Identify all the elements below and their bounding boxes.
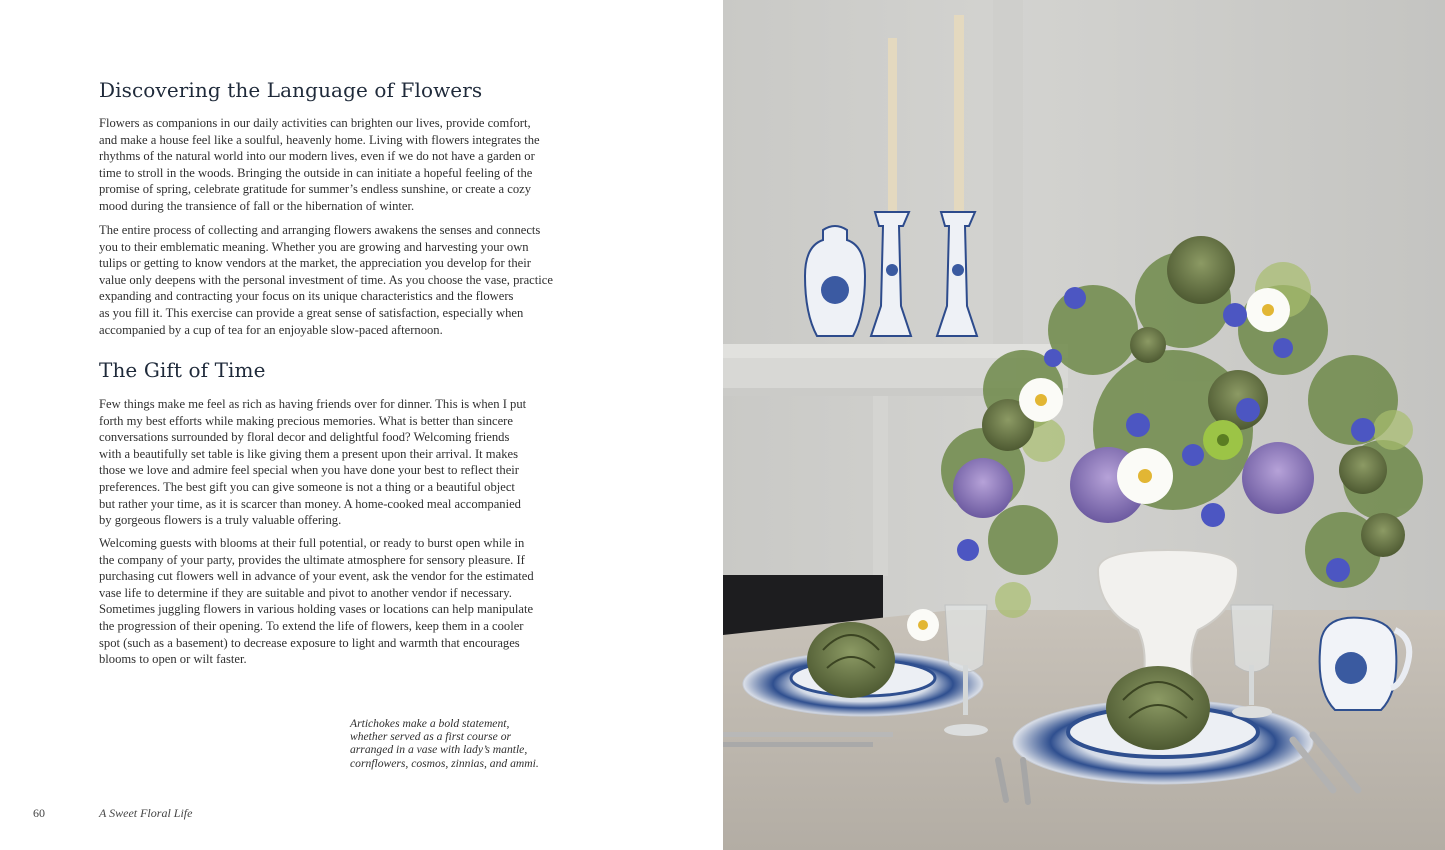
paragraph-3 <box>99 396 526 529</box>
text-line: rhythms of the natural world into our modern lives, even if we do not have a garden or <box>99 149 535 164</box>
text-line: Few things make me feel as rich as having friends over for dinner. This is when I put <box>99 397 527 411</box>
text-line: mood during the transience of fall or the hibernation of winter. <box>99 198 415 213</box>
section-heading-gift-of-time: The Gift of Time <box>99 358 266 382</box>
running-footer: A Sweet Floral Life <box>99 806 193 820</box>
text-line: Welcoming guests with blooms at their full potential, or ready to burst open while in <box>99 536 525 550</box>
text-line: spot (such as a basement) to decrease exposure to light and warmth that encourages <box>99 635 520 650</box>
section-heading-language-of-flowers: Discovering the Language of Flowers <box>99 78 483 102</box>
caption-line: whether served as a first course or <box>350 730 512 744</box>
floral-table-photo <box>723 0 1445 850</box>
text-line: with a beautifully set table is like giving them a present upon their arrival. It makes <box>99 446 518 461</box>
text-line: purchasing cut flowers well in advance of your event, ask the vendor for the estimated <box>99 569 534 584</box>
text-line: but rather your time, as it is scarcer than money. A home-cooked meal accompanied <box>99 496 521 511</box>
text-line: those we love and admire feel special when you have done your best to reflect their <box>99 463 519 478</box>
text-line: The entire process of collecting and arranging flowers awakens the senses and connects <box>99 223 541 237</box>
text-line: vase life to determine if they are suitable and pivot to another vendor if necessary. <box>99 585 512 600</box>
paragraph-1 <box>99 115 540 215</box>
text-line: you to their emblematic meaning. Whether you are growing and harvesting your own <box>99 239 529 254</box>
text-line: Flowers as companions in our daily activities can brighten our lives, provide comfort, <box>99 116 531 130</box>
text-line: expanding and contracting your focus on its unique characteristics and the flowers <box>99 289 514 304</box>
text-line: time to stroll in the woods. Bringing the outside in can initiate a hopeful feeling of the <box>99 165 533 180</box>
text-line: value only deepens with the personal investment of time. As you choose the vase, practice <box>99 272 553 287</box>
text-line: conversations surrounded by floral decor and delightful food? Welcoming friends <box>99 430 510 445</box>
page-number: 60 <box>33 806 45 820</box>
text-line: as you fill it. This exercise can provide a great sense of satisfaction, especially when <box>99 305 524 320</box>
text-line: forth my best efforts while making precious memories. What is better than sincere <box>99 413 513 428</box>
text-line: accompanied by a cup of tea for an enjoyable slow-paced afternoon. <box>99 322 443 337</box>
paragraph-2 <box>99 222 553 338</box>
photo-illustration <box>723 0 1445 850</box>
text-line: tulips or getting to know vendors at the market, the appreciation you develop for their <box>99 256 531 271</box>
caption-line: arranged in a vase with lady’s mantle, <box>350 743 528 757</box>
paragraph-4 <box>99 535 534 668</box>
caption-line: cornflowers, cosmos, zinnias, and ammi. <box>350 756 539 770</box>
text-line: promise of spring, celebrate gratitude for summer’s endless sunshine, or create a cozy <box>99 182 532 197</box>
text-line: the progression of their opening. To extend the life of flowers, keep them in a cooler <box>99 618 524 633</box>
photo-caption <box>350 717 539 770</box>
text-line: preferences. The best gift you can give someone is not a thing or a beautiful object <box>99 479 515 494</box>
text-line: Sometimes juggling flowers in various holding vases or locations can help manipulate <box>99 602 534 617</box>
text-line: blooms to open or wilt faster. <box>99 652 247 667</box>
text-line: the company of your party, provides the ultimate atmosphere for sensory pleasure. If <box>99 552 525 567</box>
text-line: and make a house feel like a soulful, heavenly home. Living with flowers integrates the <box>99 132 540 147</box>
text-line: by gorgeous flowers is a truly valuable offering. <box>99 513 342 528</box>
caption-line: Artichokes make a bold statement, <box>350 717 510 730</box>
